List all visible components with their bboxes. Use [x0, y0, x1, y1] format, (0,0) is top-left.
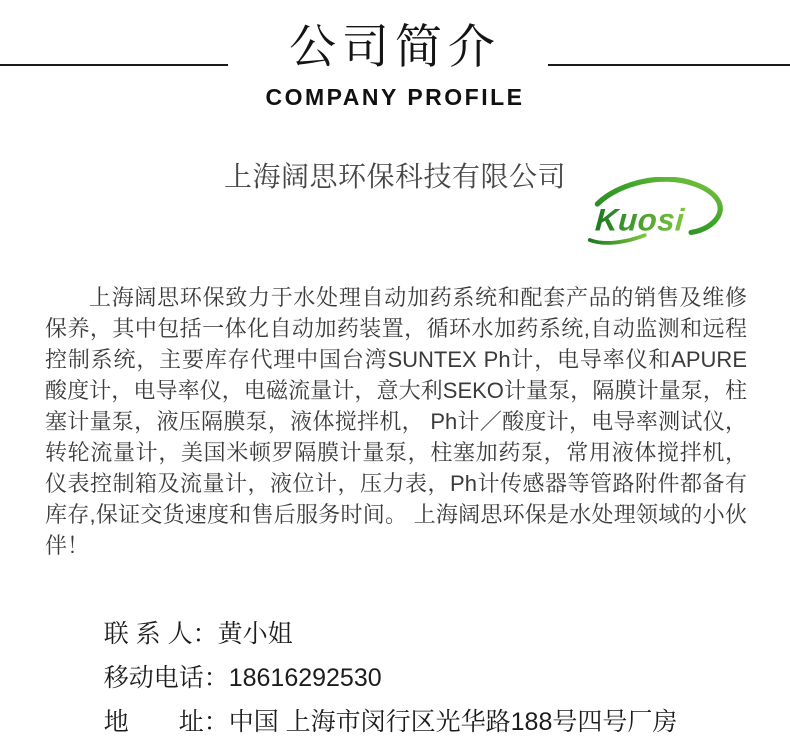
page-subtitle: COMPANY PROFILE — [265, 84, 525, 110]
address-value: 中国 上海市闵行区光华路188号四号厂房 — [228, 708, 678, 736]
kuosi-logo — [586, 177, 728, 249]
contact-person-value: 黄小姐 — [217, 620, 293, 648]
contact-person-row — [62, 592, 722, 648]
mobile-phone-label: 移动电话： — [103, 664, 229, 692]
logo-wordmark: Kuosi — [594, 202, 686, 238]
company-name: 上海阔思环保科技有限公司 — [223, 161, 566, 192]
address-label: 地 址： — [103, 708, 229, 736]
contact-info — [62, 592, 722, 736]
company-description: 上海阔思环保致力于水处理自动加药系统和配套产品的销售及维修保养，其中包括一体化自动加药装置，循环水加药系统,自动监测和远程控制系统，主要库存代理中国台湾SUNTEX Ph计，电导率仪和APURE酸度计，电导率仪，电磁流量计，意大利SEKO计量泵，隔膜计量泵，柱塞计量泵，液压隔膜泵，液体搅拌机， Ph计／酸度计，电导率测试仪，转轮流量计，美国米顿罗隔膜计量泵，柱塞加药泵，常用液体搅拌机，仪表控制箱及流量计，液位计，压力表，Ph计传感器等管路附件都备有库存,保证交货速度和售后服务时间。 上海阔思环保是水处理领域的小伙伴！ — [45, 285, 747, 558]
contact-person-label: 联 系 人： — [103, 620, 218, 648]
page-title: 公司简介 — [289, 22, 501, 74]
mobile-phone-value: 18616292530 — [228, 664, 382, 692]
